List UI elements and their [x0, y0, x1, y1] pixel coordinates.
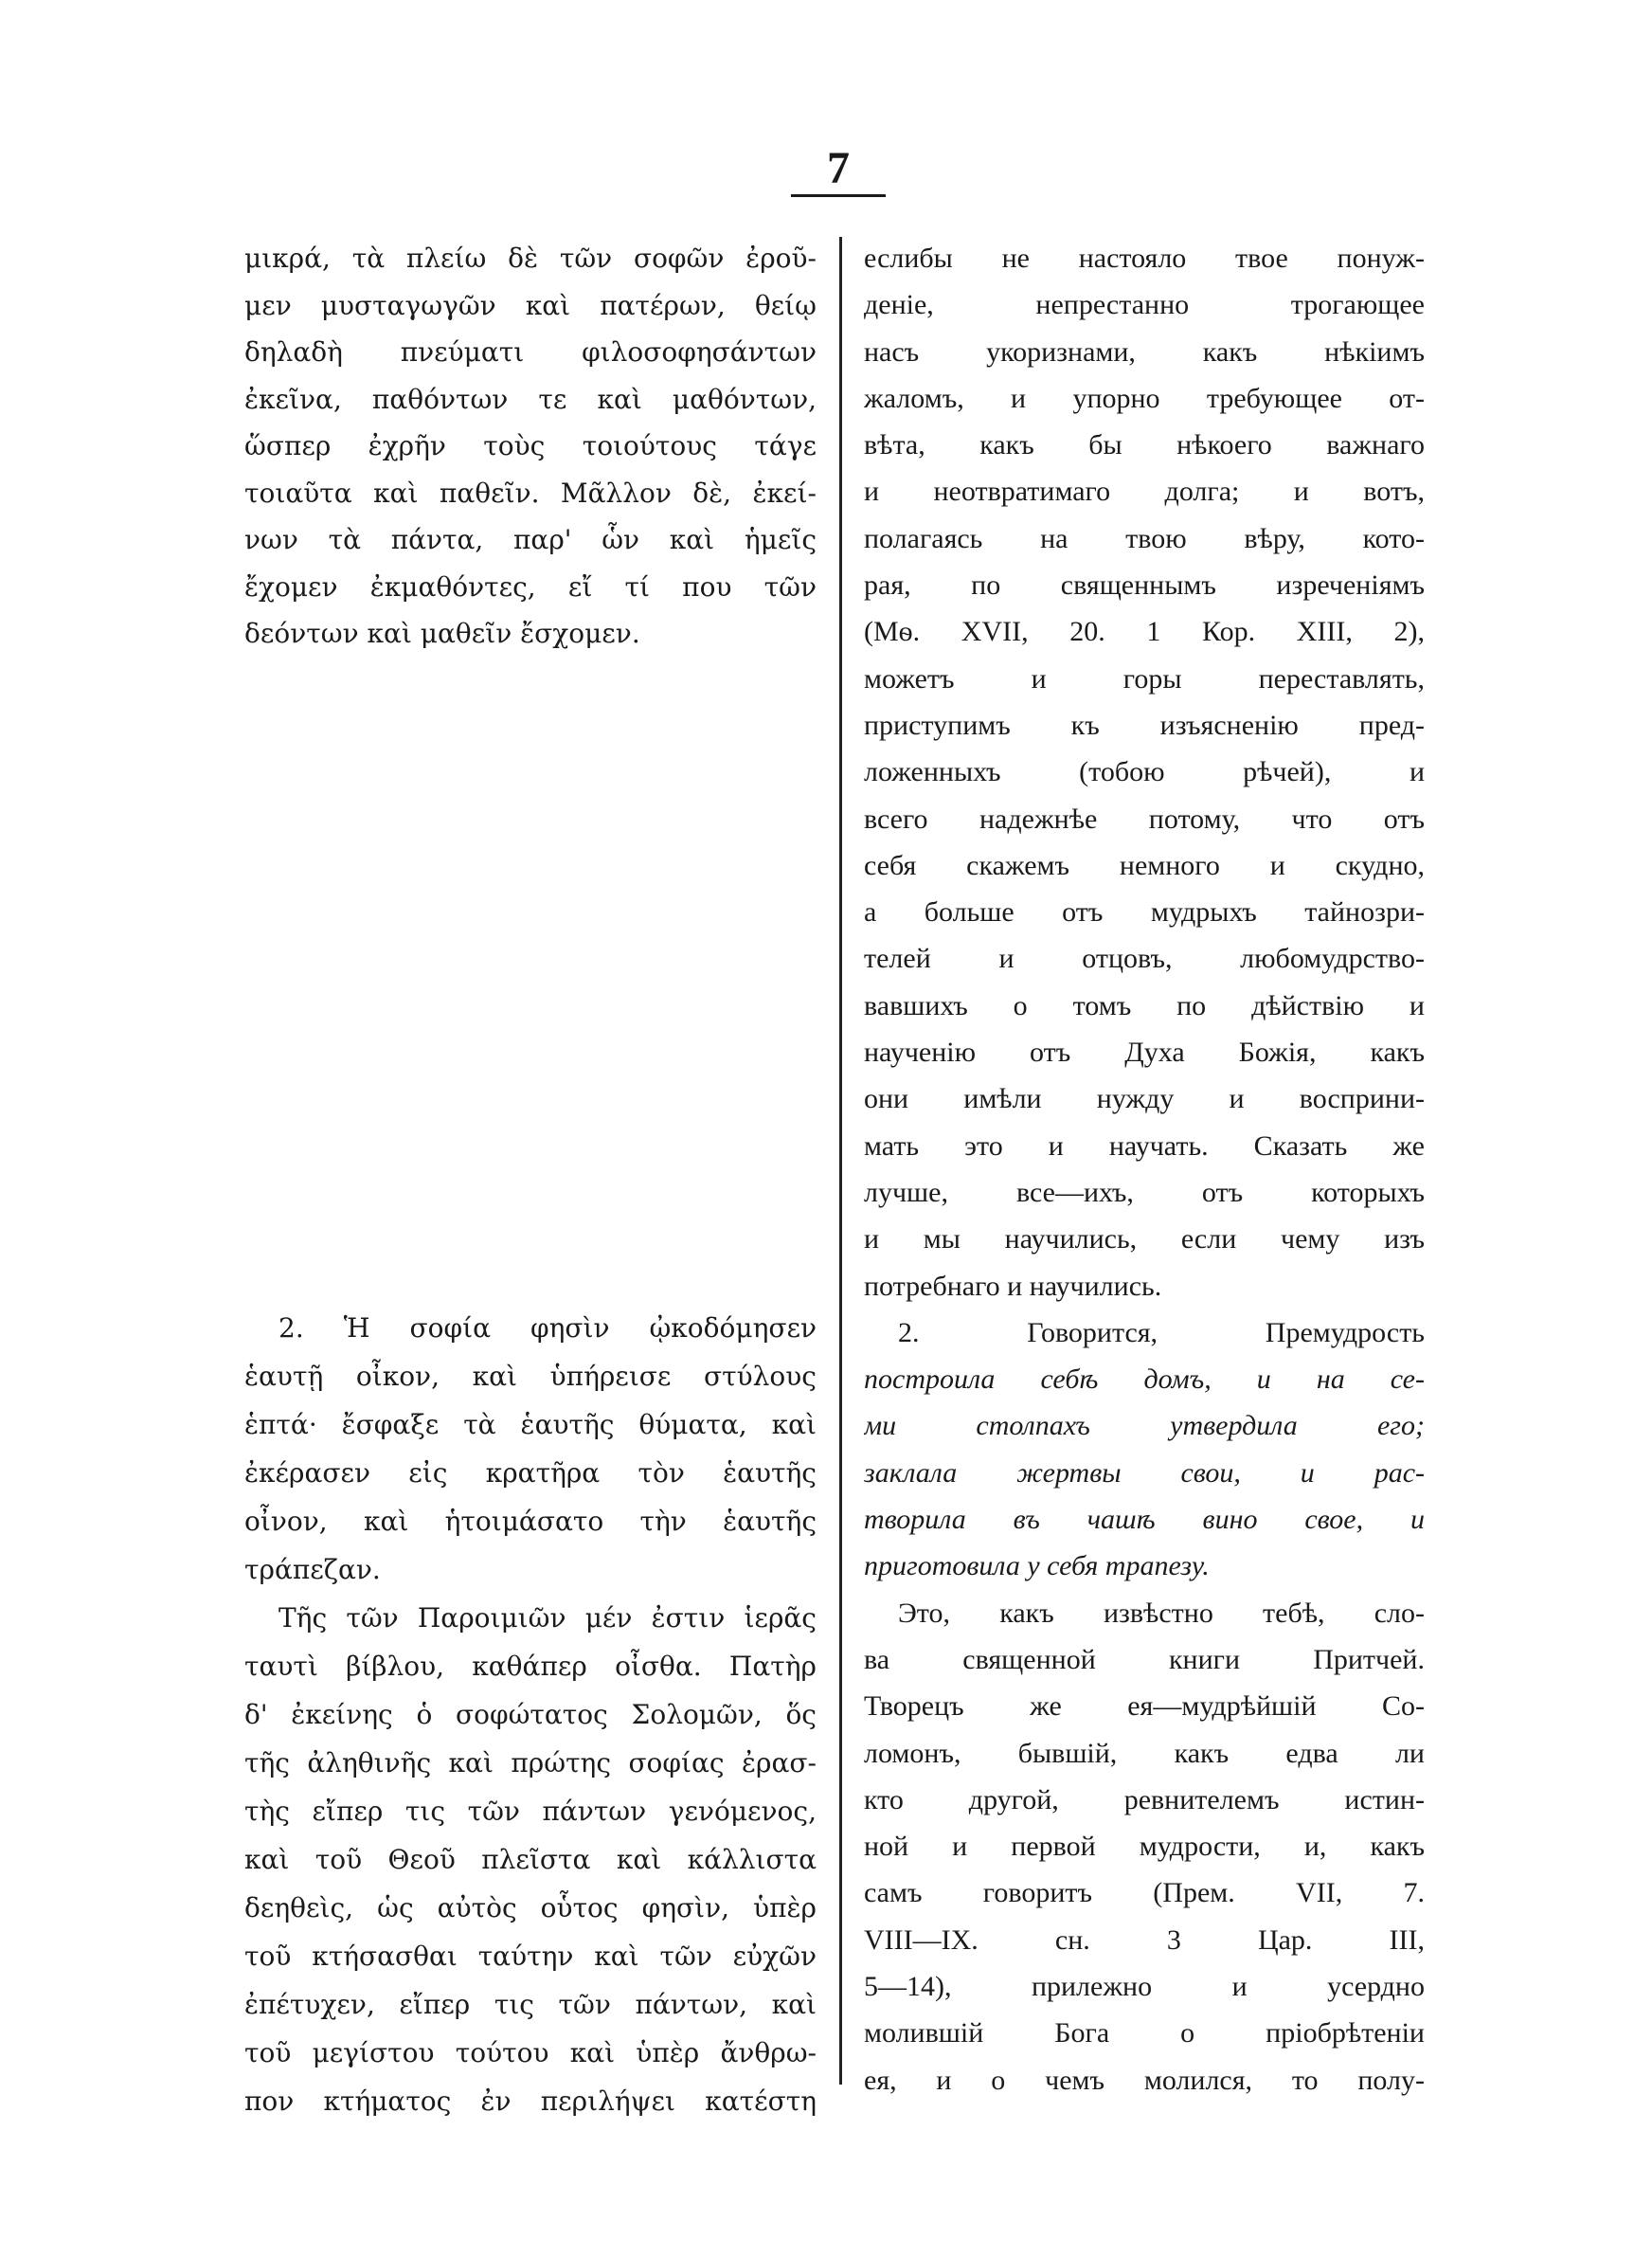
greek-line: ἔχομεν ἐκμαθόντες, εἴ τί που τῶν [244, 570, 817, 603]
greek-line: τοῦ κτήσασθαι ταύτην καὶ τῶν εὐχῶν [244, 1941, 817, 1972]
russian-line: рая, по священнымъ изреченіямъ [864, 569, 1425, 602]
russian-line: всего надежнѣе потому, что отъ [864, 803, 1425, 835]
greek-line: τοῦ μεγίστου τούτου καὶ ὑπὲρ ἄνθρω- [244, 2037, 817, 2068]
greek-line: καὶ τοῦ Θεοῦ πλεῖστα καὶ κάλλιστα [244, 1844, 817, 1875]
greek-line: ἐπέτυχεν, εἴπερ τις τῶν πάντων, καὶ [244, 1989, 817, 2020]
greek-line: τὴς εἴπερ τις τῶν πάντων γενόμενος, [244, 1796, 817, 1827]
russian-line: потребнаго и научились. [864, 1270, 1162, 1302]
greek-line: τῆς ἀληθινῆς καὶ πρώτης σοφίας ἐρασ- [244, 1747, 817, 1779]
russian-line: можетъ и горы переставлять, [864, 662, 1425, 695]
greek-line: δεηθεὶς, ὡς αὐτὸς οὗτος φησὶν, ὑπὲρ [244, 1892, 817, 1923]
greek-line: τοιαῦτα καὶ παθεῖν. Μᾶλλον δὲ, ἐκεί- [244, 477, 817, 509]
russian-line: еслибы не настояло твое понуж- [864, 243, 1425, 274]
russian-line: 5—14), прилежно и усердно [864, 1970, 1425, 2002]
russian-line: вѣта, какъ бы нѣкоего важнаго [864, 429, 1425, 461]
russian-line: и мы научились, если чему изъ [864, 1223, 1425, 1255]
russian-line: приготовила у себя трапезу. [864, 1550, 1210, 1582]
russian-line: телей и отцовъ, любомудрство- [864, 943, 1425, 975]
russian-line: Это, какъ извѣстно тебѣ, сло- [898, 1597, 1425, 1629]
greek-line: νων τὰ πάντα, παρ' ὧν καὶ ἡμεῖς [244, 524, 817, 555]
greek-line: ὥσπερ ἐχρῆν τοὺς τοιούτους τάγε [244, 430, 817, 461]
russian-line: вавшихъ о томъ по дѣйствію и [864, 989, 1425, 1021]
greek-line: δεόντων καὶ μαθεῖν ἔσχομεν. [244, 618, 640, 649]
page-number: 7 [827, 143, 850, 193]
russian-line: ложенныхъ (тобою рѣчей), и [864, 756, 1425, 788]
russian-line: VIII—IX. сн. 3 Цар. III, [864, 1923, 1425, 1956]
greek-line: οἶνον, καὶ ἡτοιμάσατο τὴν ἑαυτῆς [244, 1506, 817, 1537]
greek-paragraph-1 [244, 235, 817, 658]
greek-line: μικρά, τὰ πλείω δὲ τῶν σοφῶν ἐροῦ- [244, 243, 817, 274]
russian-line: себя скажемъ немного и скудно, [864, 849, 1425, 881]
russian-line: полагаясь на твою вѣру, кото- [864, 522, 1425, 554]
russian-line: наученію отъ Духа Божія, какъ [864, 1037, 1425, 1069]
russian-line: а больше отъ мудрыхъ тайнозри- [864, 896, 1425, 929]
russian-line: ми столпахъ утвердила его; [864, 1410, 1425, 1442]
column-divider [839, 237, 842, 2085]
russian-line: творила въ чашѣ вино свое, и [864, 1504, 1425, 1536]
greek-line: ἑπτά· ἔσφαξε τὰ ἑαυτῆς θύματα, καὶ [244, 1409, 817, 1440]
greek-paragraphs-2-3 [244, 1304, 817, 2125]
russian-line: ломонъ, бывшій, какъ едва ли [864, 1737, 1425, 1769]
greek-line: ἐκεῖνα, παθόντων τε καὶ μαθόντων, [244, 383, 817, 415]
russian-line: насъ укоризнами, какъ нѣкіимъ [864, 335, 1425, 368]
russian-line: жаломъ, и упорно требующее от- [864, 382, 1425, 414]
russian-line: ея, и о чемъ молился, то полу- [864, 2064, 1425, 2096]
russian-line: ной и первой мудрости, и, какъ [864, 1831, 1425, 1863]
greek-line: τράπεζαν. [244, 1554, 381, 1585]
greek-line: 2. Ἡ σοφία φησὶν ᾠκοδόμησεν [278, 1312, 817, 1344]
greek-line: πον κτήματος ἐν περιλήψει κατέστη [244, 2085, 817, 2117]
russian-line: самъ говоритъ (Прем. VII, 7. [864, 1877, 1425, 1909]
greek-line: δ' ἐκείνης ὁ σοφώτατος Σολομῶν, ὅς [244, 1699, 817, 1730]
russian-line: они имѣли нужду и восприни- [864, 1083, 1425, 1115]
russian-line: ва священной книги Притчей. [864, 1643, 1425, 1675]
page-number-rule [791, 194, 886, 197]
russian-line: построила себѣ домъ, и на се- [864, 1363, 1425, 1396]
russian-line: заклала жертвы свои, и рас- [864, 1456, 1425, 1489]
russian-line: 2. Говорится, Премудрость [898, 1316, 1425, 1348]
russian-line: и неотвратимаго долга; и вотъ, [864, 476, 1425, 508]
greek-line: δηλαδὴ πνεύματι φιλοσοφησάντων [244, 336, 817, 368]
russian-line: молившій Бога о пріобрѣтеніи [864, 2017, 1425, 2049]
greek-line: ἑαυτῇ οἶκον, καὶ ὑπήρεισε στύλους [244, 1361, 817, 1392]
russian-line: лучше, все—ихъ, отъ которыхъ [864, 1176, 1425, 1208]
russian-line: деніе, непрестанно трогающее [864, 289, 1425, 321]
greek-line: ταυτὶ βίβλου, καθάπερ οἶσθα. Πατὴρ [244, 1651, 817, 1682]
greek-line: ἐκέρασεν εἰς κρατῆρα τὸν ἑαυτῆς [244, 1457, 817, 1489]
greek-line: Τῆς τῶν Παροιμιῶν μέν ἐστιν ἱερᾶς [278, 1602, 817, 1634]
russian-column [864, 235, 1425, 2104]
russian-line: (Мѳ. XVII, 20. 1 Кор. XIII, 2), [864, 616, 1425, 648]
russian-line: мать это и научать. Сказать же [864, 1129, 1425, 1162]
greek-line: μεν μυσταγωγῶν καὶ πατέρων, θείῳ [244, 289, 817, 321]
russian-line: кто другой, ревнителемъ истин- [864, 1783, 1425, 1815]
russian-line: Творецъ же ея—мудрѣйшій Со- [864, 1690, 1425, 1723]
russian-line: приступимъ къ изъясненію пред- [864, 709, 1425, 741]
